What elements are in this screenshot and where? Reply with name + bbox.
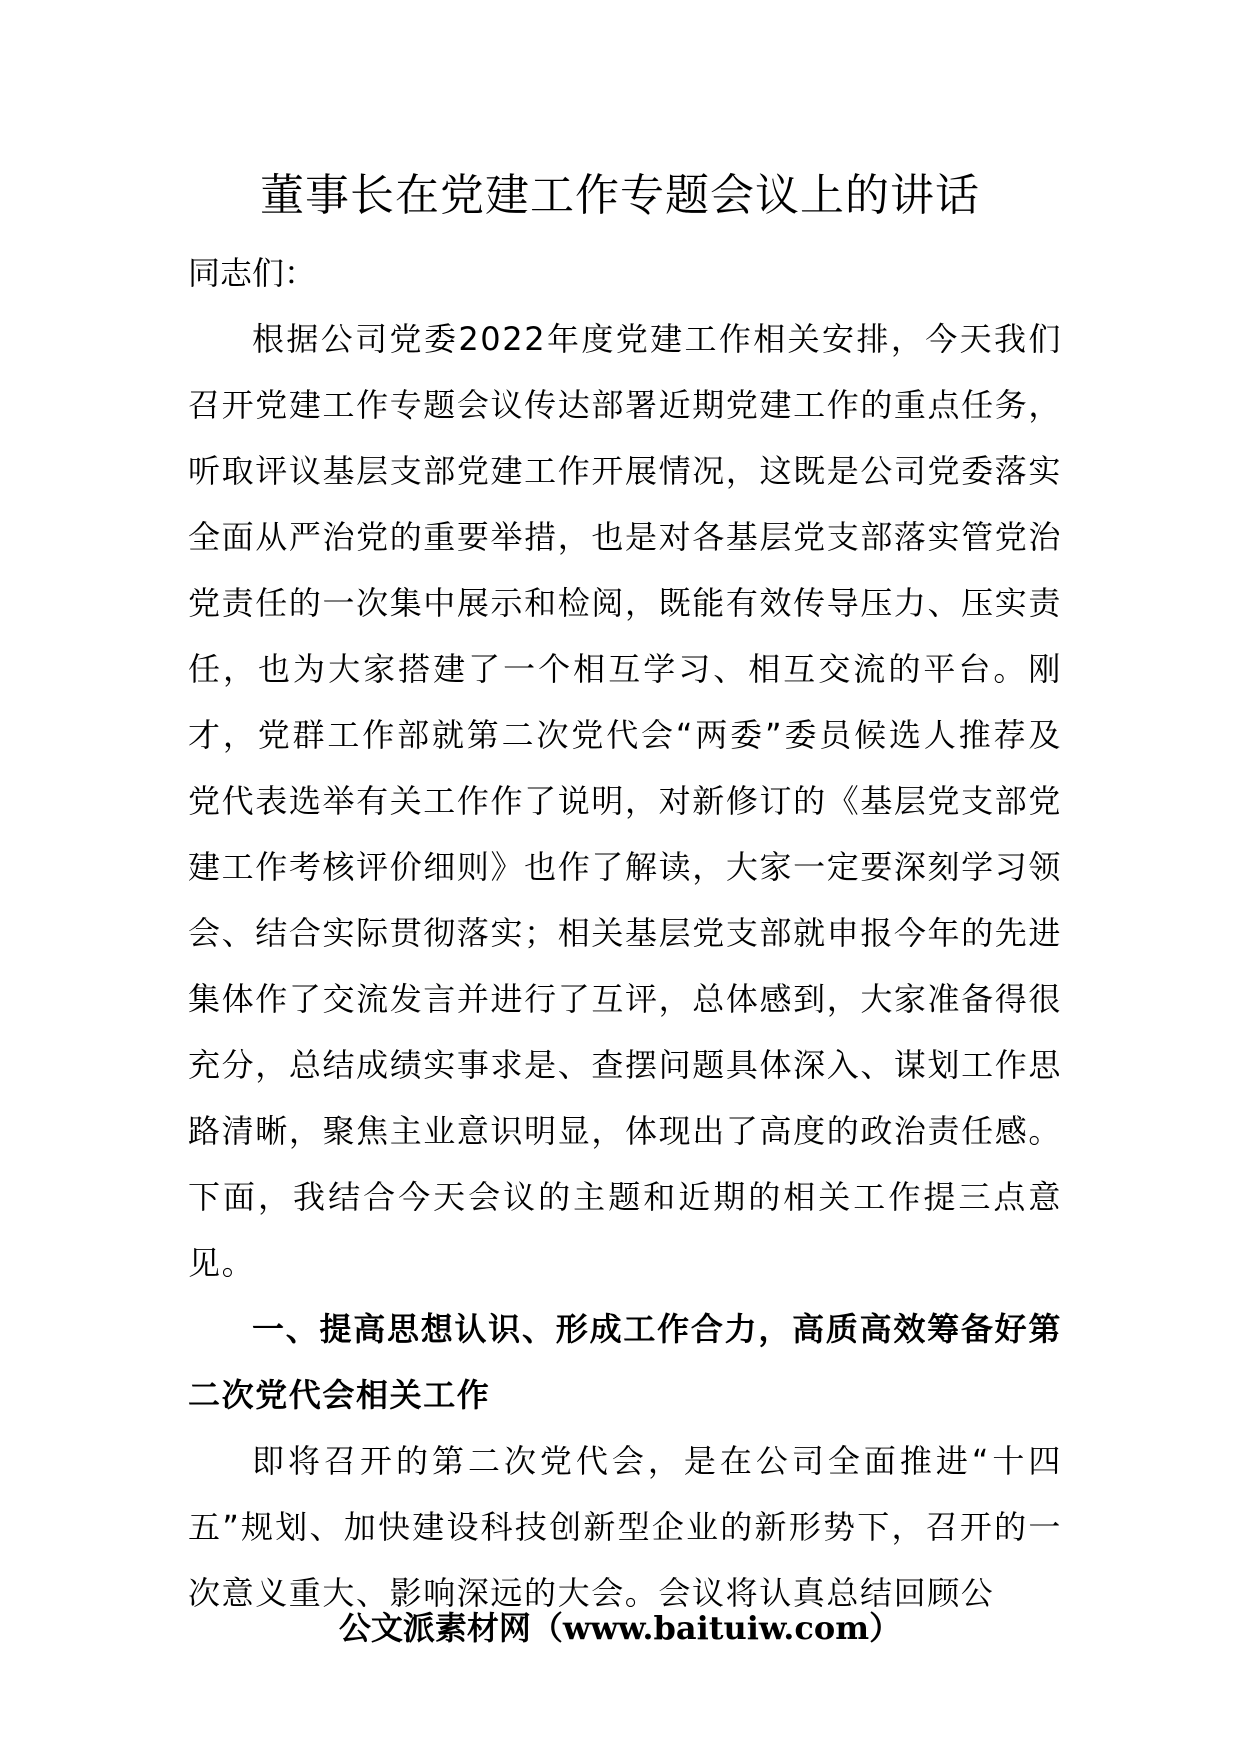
section-paragraph: 即将召开的第二次党代会，是在公司全面推进“十四五”规划、加快建设科技创新型企业的新形势下，召开的一次意义重大、影响深远的大会。会议将认真总结回顾公	[188, 1442, 1062, 1612]
document-title: 董事长在党建工作专题会议上的讲话	[260, 170, 980, 221]
salutation: 同志们：	[188, 254, 317, 292]
section-heading: 一、提高思想认识、形成工作合力，高质高效筹备好第二次党代会相关工作	[188, 1310, 1062, 1414]
document-body	[188, 240, 1062, 1626]
body-paragraph: 根据公司党委2022年度党建工作相关安排，今天我们召开党建工作专题会议传达部署近期党建工作的重点任务，听取评议基层支部党建工作开展情况，这既是公司党委落实全面从严治党的重要举措，也是对各基层党支部落实管党治党责任的一次集中展示和检阅，既能有效传导压力、压实责任，也为大家搭建了一个相互学习、相互交流的平台。刚才，党群工作部就第二次党代会“两委”委员候选人推荐及党代表选举有关工作作了说明，对新修订的《基层党支部党建工作考核评价细则》也作了解读，大家一定要深刻学习领会、结合实际贯彻落实；相关基层党支部就申报今年的先进集体作了交流发言并进行了互评，总体感到，大家准备得很充分，总结成绩实事求是、查摆问题具体深入、谋划工作思路清晰，聚焦主业意识明显，体现出了高度的政治责任感。下面，我结合今天会议的主题和近期的相关工作提三点意见。	[188, 320, 1062, 1282]
footer-watermark: 公文派素材网（www.baituiw.com）	[338, 1609, 902, 1647]
